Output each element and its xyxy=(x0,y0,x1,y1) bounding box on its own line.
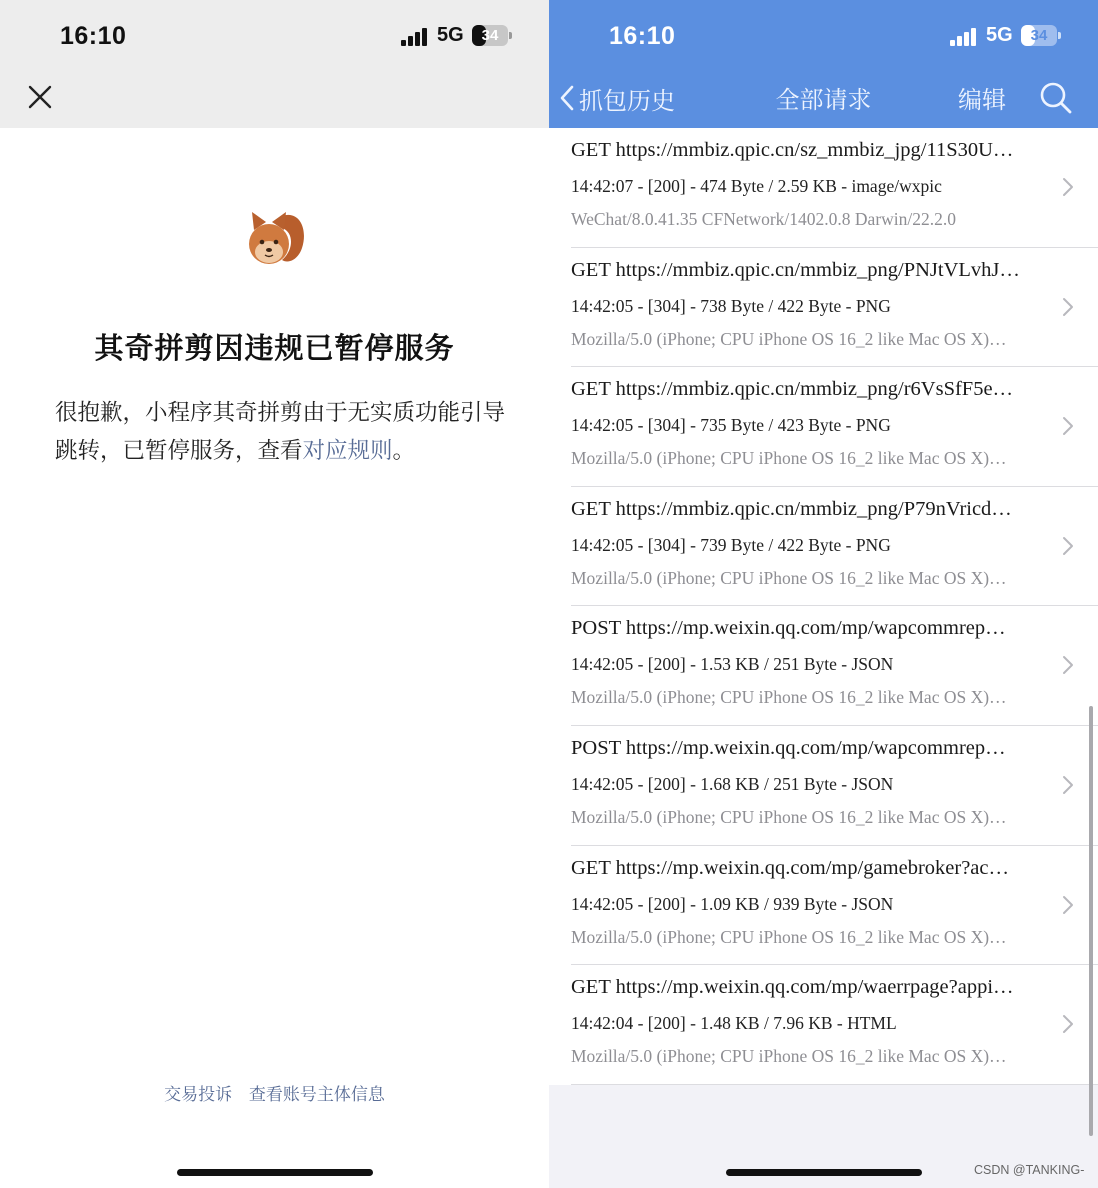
status-time: 16:10 xyxy=(60,22,127,50)
complaint-link[interactable]: 交易投诉 xyxy=(164,1085,233,1105)
request-list xyxy=(549,128,1098,1085)
request-row[interactable] xyxy=(549,726,1098,846)
description-text: 很抱歉，小程序其奇拼剪由于无实质功能引导跳转，已暂停服务，查看 xyxy=(55,400,506,464)
back-button[interactable] xyxy=(559,80,675,116)
request-row[interactable] xyxy=(549,606,1098,726)
request-url: GET https://mmbiz.qpic.cn/mmbiz_png/PNJtVLvhJ… xyxy=(571,258,1020,281)
home-indicator[interactable] xyxy=(726,1169,922,1176)
chevron-right-icon xyxy=(1061,1013,1075,1035)
watermark: CSDN @TANKING- xyxy=(974,1163,1085,1177)
edit-button[interactable]: 编辑 xyxy=(958,86,1006,114)
chevron-right-icon xyxy=(1061,176,1075,198)
row-divider xyxy=(571,1084,1098,1085)
request-url: GET https://mmbiz.qpic.cn/mmbiz_png/P79nVricd… xyxy=(571,497,1012,520)
back-label: 抓包历史 xyxy=(579,86,675,115)
chevron-right-icon xyxy=(1061,415,1075,437)
request-meta: 14:42:07 - [200] - 474 Byte / 2.59 KB - image/wxpic xyxy=(571,176,942,196)
chevron-right-icon xyxy=(1061,654,1075,676)
chevron-left-icon xyxy=(559,84,575,112)
battery-level: 34 xyxy=(481,27,499,44)
search-icon[interactable] xyxy=(1039,81,1073,115)
request-meta: 14:42:05 - [304] - 739 Byte / 422 Byte - PNG xyxy=(571,534,891,555)
battery-icon xyxy=(472,25,508,46)
request-row[interactable] xyxy=(549,487,1098,607)
chevron-right-icon xyxy=(1061,894,1075,916)
signal-icon xyxy=(950,28,978,46)
request-row[interactable] xyxy=(549,128,1098,248)
nav-title: 全部请求 xyxy=(775,86,872,114)
status-time: 16:10 xyxy=(609,22,676,50)
page-title: 其奇拼剪因违规已暂停服务 xyxy=(94,331,455,365)
request-url: GET https://mp.weixin.qq.com/mp/waerrpage?appi… xyxy=(571,976,1014,999)
request-row[interactable] xyxy=(549,846,1098,966)
request-row[interactable] xyxy=(549,965,1098,1085)
request-user-agent: Mozilla/5.0 (iPhone; CPU iPhone OS 16_2 like Mac OS X)… xyxy=(571,926,1007,947)
request-user-agent: Mozilla/5.0 (iPhone; CPU iPhone OS 16_2 like Mac OS X)… xyxy=(571,448,1007,469)
footer-links xyxy=(0,1080,549,1105)
request-user-agent: Mozilla/5.0 (iPhone; CPU iPhone OS 16_2 like Mac OS X)… xyxy=(571,1046,1007,1067)
chevron-right-icon xyxy=(1061,774,1075,796)
signal-icon xyxy=(401,28,429,46)
suspension-description xyxy=(55,394,505,470)
battery-level: 34 xyxy=(1030,27,1048,44)
request-user-agent: WeChat/8.0.41.35 CFNetwork/1402.0.8 Darwin/22.2.0 xyxy=(571,209,957,229)
top-bar xyxy=(0,0,549,128)
request-user-agent: Mozilla/5.0 (iPhone; CPU iPhone OS 16_2 like Mac OS X)… xyxy=(571,687,1007,708)
request-url: GET https://mmbiz.qpic.cn/mmbiz_png/r6VsSfF5e… xyxy=(571,378,1014,401)
request-meta: 14:42:05 - [304] - 735 Byte / 423 Byte - PNG xyxy=(571,415,891,436)
request-user-agent: Mozilla/5.0 (iPhone; CPU iPhone OS 16_2 like Mac OS X)… xyxy=(571,328,1007,349)
network-label: 5G xyxy=(437,24,464,46)
close-icon[interactable] xyxy=(26,83,54,111)
request-url: GET https://mp.weixin.qq.com/mp/gamebroker?ac… xyxy=(571,856,1009,879)
description-end: 。 xyxy=(392,438,416,464)
rules-link[interactable]: 对应规则 xyxy=(302,438,393,464)
right-screen xyxy=(549,0,1098,1188)
request-meta: 14:42:05 - [304] - 738 Byte / 422 Byte - PNG xyxy=(571,295,891,316)
request-meta: 14:42:05 - [200] - 1.53 KB / 251 Byte - JSON xyxy=(571,654,894,675)
request-user-agent: Mozilla/5.0 (iPhone; CPU iPhone OS 16_2 like Mac OS X)… xyxy=(571,806,1007,827)
request-meta: 14:42:05 - [200] - 1.68 KB / 251 Byte - JSON xyxy=(571,773,894,794)
nav-bar xyxy=(549,0,1098,128)
request-user-agent: Mozilla/5.0 (iPhone; CPU iPhone OS 16_2 like Mac OS X)… xyxy=(571,567,1007,588)
request-row[interactable] xyxy=(549,248,1098,368)
request-url: POST https://mp.weixin.qq.com/mp/wapcommrep… xyxy=(571,617,1006,640)
request-url: GET https://mmbiz.qpic.cn/sz_mmbiz_jpg/11S30U… xyxy=(571,139,1014,161)
chevron-right-icon xyxy=(1061,296,1075,318)
chevron-right-icon xyxy=(1061,535,1075,557)
squirrel-logo xyxy=(244,206,306,272)
request-meta: 14:42:05 - [200] - 1.09 KB / 939 Byte - JSON xyxy=(571,893,894,914)
network-label: 5G xyxy=(986,24,1013,46)
request-row[interactable] xyxy=(549,367,1098,487)
home-indicator[interactable] xyxy=(177,1169,373,1176)
request-meta: 14:42:04 - [200] - 1.48 KB / 7.96 KB - HTML xyxy=(571,1013,897,1034)
battery-icon xyxy=(1021,25,1057,46)
account-info-link[interactable]: 查看账号主体信息 xyxy=(248,1085,385,1105)
scrollbar[interactable] xyxy=(1089,706,1093,1136)
request-url: POST https://mp.weixin.qq.com/mp/wapcommrep… xyxy=(571,736,1006,759)
